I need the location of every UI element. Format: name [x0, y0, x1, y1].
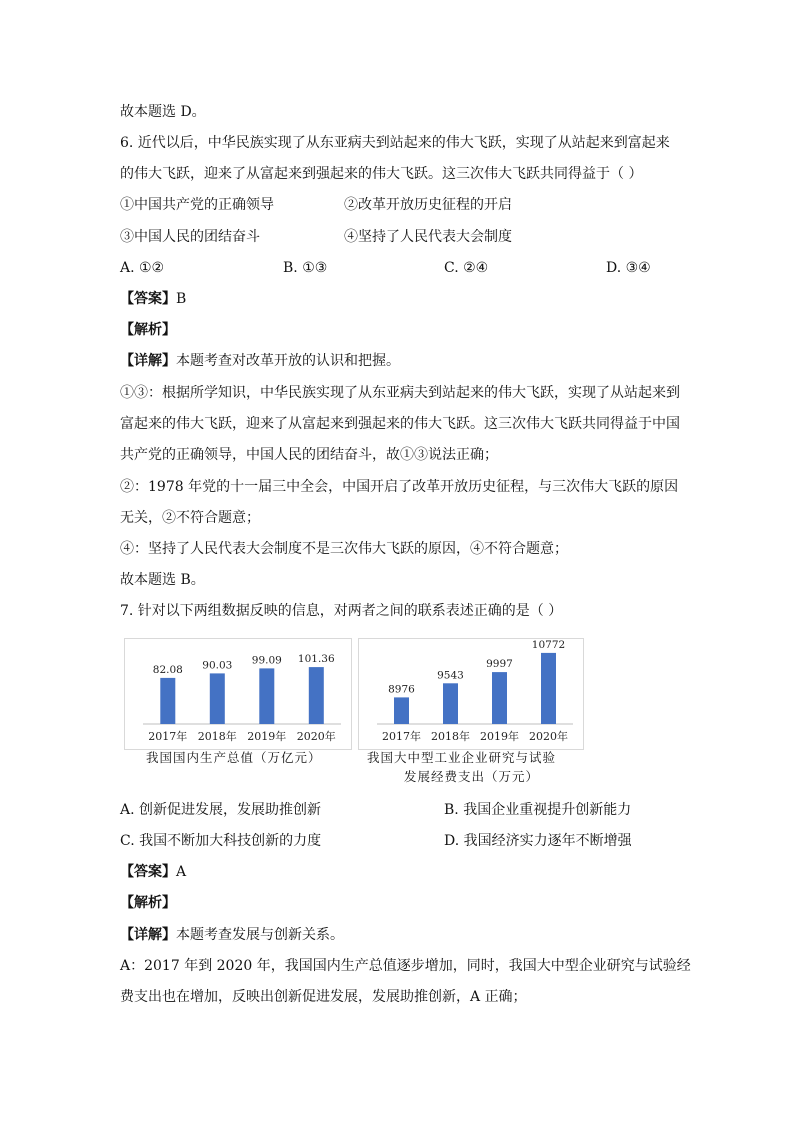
detail-intro: 本题考查对改革开放的认识和把握。	[176, 353, 400, 369]
q6-explanation-line-1: ①③：根据所学知识，中华民族实现了从东亚病夫到站起来的伟大飞跃，实现了从站起来到	[120, 385, 680, 401]
detail-tag: 【详解】	[120, 927, 176, 943]
category-tick-label: 2020年	[529, 730, 568, 743]
q6-explanation-line-5: 无关，②不符合题意；	[120, 510, 260, 526]
rd-chart-frame	[358, 638, 584, 750]
data-label: 9543	[437, 669, 464, 682]
bar-2017年	[394, 697, 409, 724]
q7-option-a: A. 创新促进发展，发展助推创新	[120, 802, 322, 818]
q7-option-c: C. 我国不断加大科技创新的力度	[120, 833, 322, 849]
q6-option-c: C. ②④	[444, 260, 489, 276]
q7-explanation-line-2: 费支出也在增加，反映出创新促进发展，发展助推创新，A 正确；	[120, 989, 527, 1005]
detail-intro: 本题考查发展与创新关系。	[176, 927, 344, 943]
answer-tag: 【答案】	[120, 864, 176, 880]
q6-explanation-line-3: 共产党的正确领导，中国人民的团结奋斗，故①③说法正确；	[120, 447, 498, 463]
data-label: 10772	[531, 639, 566, 651]
bar-2019年	[492, 672, 507, 724]
rd-chart-title-line-2: 发展经费支出（万元）	[404, 769, 540, 784]
bar-2020年	[541, 653, 556, 724]
q7-answer	[120, 862, 186, 882]
category-tick-label: 2018年	[197, 730, 237, 743]
bar-2019年	[259, 668, 274, 724]
q7-explanation-line-1: A：2017 年到 2020 年，我国国内生产总值逐步增加，同时，我国大中型企业研究与试验经	[120, 958, 691, 974]
detail-tag: 【详解】	[120, 353, 176, 369]
q6-stem-line-1: 6. 近代以后，中华民族实现了从东亚病夫到站起来的伟大飞跃，实现了从站起来到富起来	[120, 135, 670, 151]
q6-explanation-line-2: 富起来的伟大飞跃，迎来了从富起来到强起来的伟大飞跃。这三次伟大飞跃共同得益于中国	[120, 416, 680, 432]
bar-2017年	[160, 678, 175, 724]
q6-explanation-line-7: 故本题选 B。	[120, 572, 205, 588]
rd-bar-chart	[359, 639, 583, 749]
q7-analysis-tag: 【解析】	[120, 895, 176, 911]
q7-stem: 7. 针对以下两组数据反映的信息，对两者之间的联系表述正确的是（ ）	[120, 603, 563, 619]
q7-detail	[120, 925, 344, 945]
q6-option-b: B. ①③	[283, 260, 328, 276]
bar-2020年	[309, 667, 324, 724]
gdp-chart-frame	[124, 638, 352, 750]
q7-option-d: D. 我国经济实力逐年不断增强	[444, 833, 632, 849]
q6-statement-4: ④坚持了人民代表大会制度	[344, 229, 512, 245]
category-tick-label: 2019年	[247, 730, 287, 743]
answer-tag: 【答案】	[120, 291, 176, 307]
category-tick-label: 2017年	[382, 730, 421, 743]
q6-explanation-line-4: ②：1978 年党的十一届三中全会，中国开启了改革开放历史征程，与三次伟大飞跃的原因	[120, 479, 679, 495]
data-label: 90.03	[202, 659, 233, 672]
category-tick-label: 2017年	[148, 730, 188, 743]
q6-statement-1: ①中国共产党的正确领导	[120, 197, 274, 213]
category-tick-label: 2019年	[480, 730, 519, 743]
category-tick-label: 2018年	[431, 730, 470, 743]
q6-detail	[120, 351, 400, 371]
q6-statement-2: ②改革开放历史征程的开启	[344, 197, 512, 213]
q6-analysis-tag: 【解析】	[120, 322, 176, 338]
q7-option-b: B. 我国企业重视提升创新能力	[444, 802, 632, 818]
data-label: 101.36	[297, 653, 335, 666]
bar-2018年	[210, 673, 225, 724]
q6-explanation-line-6: ④：坚持了人民代表大会制度不是三次伟大飞跃的原因，④不符合题意；	[120, 541, 568, 557]
q6-option-a: A. ①②	[120, 260, 165, 276]
previous-conclusion: 故本题选 D。	[120, 104, 206, 120]
answer-value: B	[176, 291, 187, 307]
gdp-bar-chart	[125, 639, 351, 749]
answer-value: A	[176, 864, 187, 880]
data-label: 9997	[486, 658, 513, 671]
q6-answer	[120, 289, 186, 309]
data-label: 82.08	[152, 663, 183, 676]
bar-2018年	[443, 683, 458, 724]
category-tick-label: 2020年	[296, 730, 336, 743]
data-label: 99.09	[251, 654, 282, 667]
q6-statement-3: ③中国人民的团结奋斗	[120, 229, 260, 245]
data-label: 8976	[388, 683, 415, 696]
q6-stem-line-2: 的伟大飞跃，迎来了从富起来到强起来的伟大飞跃。这三次伟大飞跃共同得益于（ ）	[120, 166, 643, 182]
rd-chart-title-line-1: 我国大中型工业企业研究与试验	[367, 750, 557, 765]
q6-option-d: D. ③④	[606, 260, 651, 276]
gdp-chart-title: 我国国内生产总值（万亿元）	[146, 750, 322, 765]
